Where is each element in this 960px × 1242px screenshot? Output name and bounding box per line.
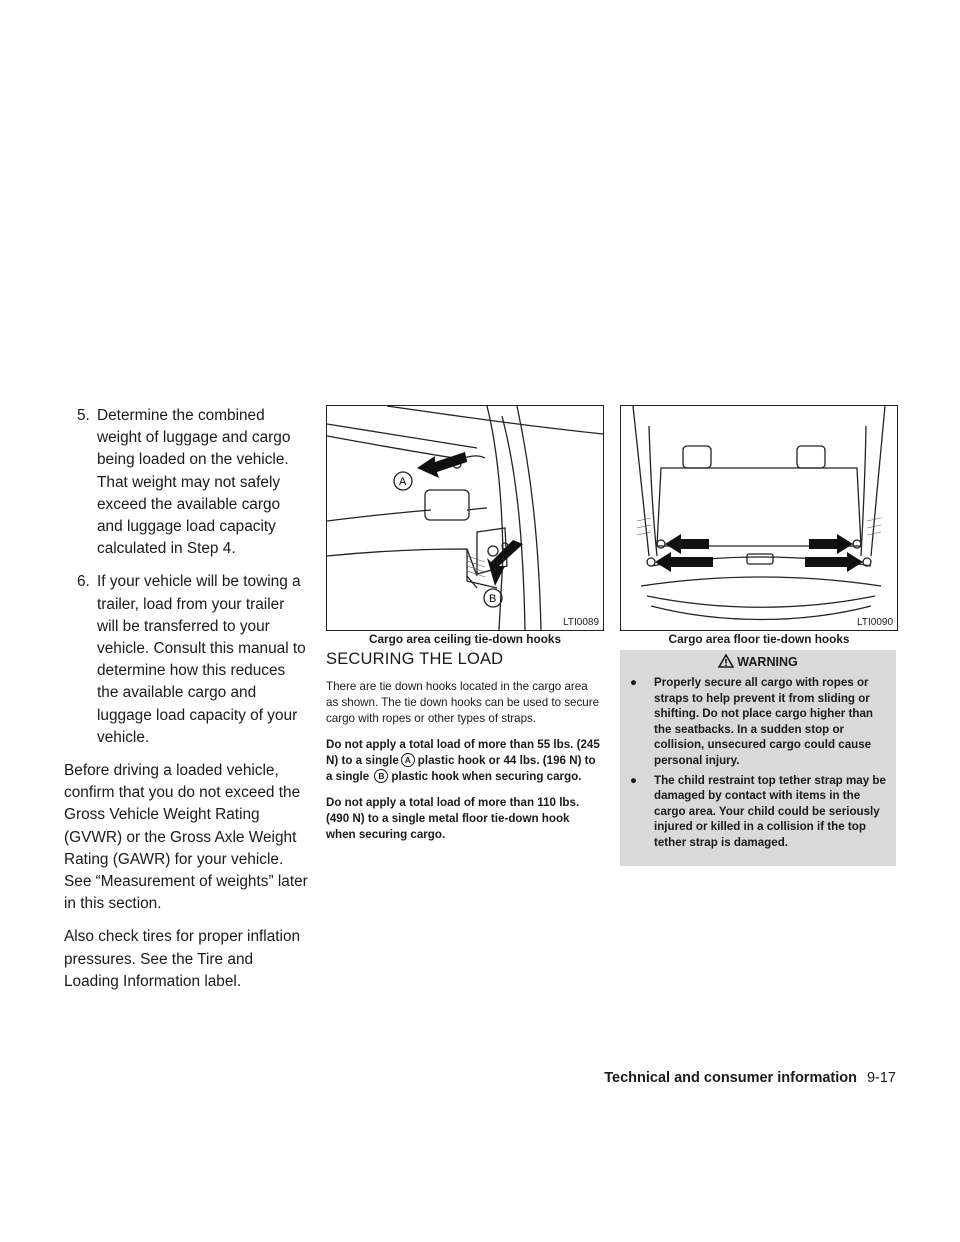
page-number: 9-17	[866, 1070, 896, 1086]
intro-paragraph: There are tie down hooks located in the cargo area as shown. The tie down hooks can be used to secure cargo with ropes or other types of straps.	[326, 680, 600, 725]
ceiling-hooks-illustration	[327, 406, 603, 630]
list-number: 6.	[77, 573, 90, 591]
circle-label-b: B	[374, 769, 388, 783]
footer-title: Technical and consumer information	[604, 1070, 857, 1086]
list-item	[64, 571, 308, 749]
arrow-left-upper-icon	[665, 534, 709, 554]
figure-id: LTI0089	[563, 617, 599, 628]
section-heading: SECURING THE LOAD	[326, 650, 504, 668]
figure-caption: Cargo area floor tie-down hooks	[668, 632, 850, 646]
floor-hooks-illustration	[621, 406, 897, 630]
arrow-b-icon	[487, 540, 523, 586]
bullet: ●	[630, 773, 638, 787]
warning-item: ● Properly secure all cargo with ropes or straps to help prevent it from sliding or shifting. Do not place cargo higher than the seatbacks. In a sudden stop or collision, unsecured cargo could cause personal injury.	[630, 676, 874, 767]
bullet: ●	[630, 676, 638, 689]
arrow-right-lower-icon	[805, 552, 863, 572]
label-b: B	[489, 593, 497, 605]
arrow-left-lower-icon	[655, 552, 713, 572]
left-column	[64, 405, 308, 1004]
warning-header: WARNING	[620, 650, 896, 675]
list-number: 5.	[77, 407, 90, 424]
warning-triangle-icon	[718, 654, 734, 668]
warning-item: ● The child restraint top tether strap may be damaged by contact with items in the cargo area. Your child could be seriously injured or killed in a collision if the top tether strap is damaged.	[630, 773, 886, 849]
page-footer	[604, 1070, 896, 1086]
arrow-right-upper-icon	[809, 534, 853, 554]
paragraph-gvwr: Before driving a loaded vehicle, confirm that you do not exceed the Gross Vehicle Weight Rating (GVWR) or the Gross Axle Weight Rating (GAWR) for your vehicle. See “Measurement of weights” later in this section.	[64, 762, 308, 913]
load-note-plastic: Do not apply a total load of more than 55 lbs. (245 N) to a single A plastic hook or 44 lbs. (196 N) to a single B plastic hook when securing cargo.	[326, 738, 600, 783]
paragraph-tires: Also check tires for proper inflation pressures. See the Tire and Loading Information label.	[64, 928, 301, 990]
circle-label-a: A	[401, 753, 415, 767]
middle-column	[326, 650, 602, 853]
figure-ceiling-hooks	[326, 405, 604, 631]
warning-box	[620, 650, 896, 866]
figure-floor-hooks	[620, 405, 898, 631]
load-note-metal: Do not apply a total load of more than 110 lbs. (490 N) to a single metal floor tie-down hook when securing cargo.	[326, 796, 580, 841]
label-a: A	[399, 476, 407, 488]
list-item	[64, 405, 308, 560]
figure-id: LTI0090	[857, 617, 893, 628]
list-text: If your vehicle will be towing a trailer, load from your trailer will be transferred to your vehicle. Consult this manual to determine how this reduces the available cargo and luggage load capacity of your vehicle.	[97, 573, 306, 746]
figure-caption: Cargo area ceiling tie-down hooks	[368, 632, 562, 646]
list-text: Determine the combined weight of luggage and cargo being loaded on the vehicle. That weight may not safely exceed the available cargo and luggage load capacity calculated in Step 4.	[97, 407, 291, 558]
